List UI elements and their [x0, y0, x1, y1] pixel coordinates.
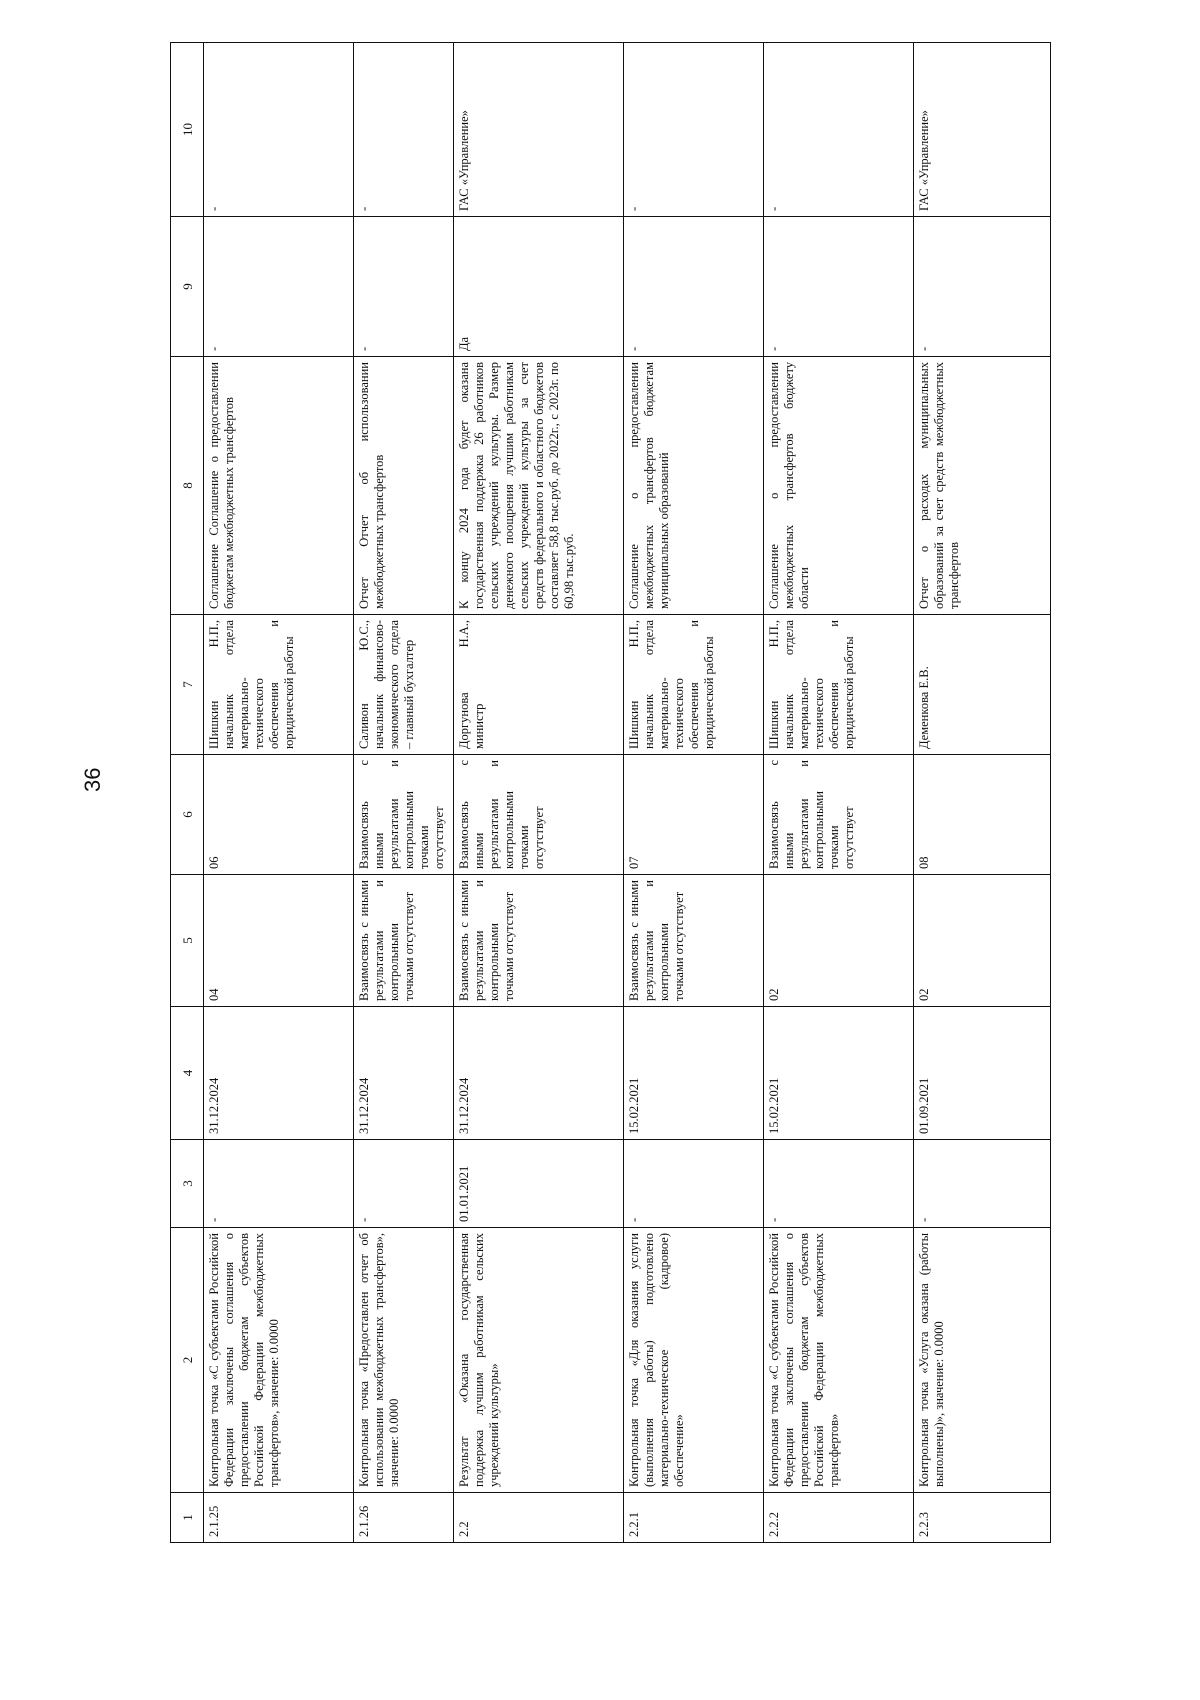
item-description: Результат «Оказана государственная поддержка лучшим работникам сельских учреждений культуры» — [454, 1228, 624, 1493]
start-date: - — [624, 1140, 764, 1228]
approval-flag: - — [204, 217, 354, 357]
predecessor: Взаимосвязь с иными результатами и контрольными точками отсутствует — [354, 875, 454, 1007]
successor: 08 — [914, 755, 1051, 875]
end-date: 15.02.2021 — [764, 1007, 914, 1140]
page-number: 36 — [80, 767, 105, 792]
column-header: 4 — [171, 1007, 204, 1140]
end-date: 15.02.2021 — [624, 1007, 764, 1140]
information-system: ГАС «Управление» — [914, 43, 1051, 217]
column-number-row — [171, 43, 204, 1543]
table-row — [624, 43, 764, 1543]
row-number: 2.1.25 — [204, 1493, 354, 1543]
item-description: Контрольная точка «С субъектами Российской Федерации заключены соглашения о предоставлении бюджетам субъектов Российской Федерации межбюджетных трансфертов», значение: 0.0000 — [204, 1228, 354, 1493]
row-number: 2.2 — [454, 1493, 624, 1543]
column-header: 7 — [171, 615, 204, 755]
approval-flag: - — [764, 217, 914, 357]
successor: 06 — [204, 755, 354, 875]
row-number: 2.2.2 — [764, 1493, 914, 1543]
document-type: Соглашение Соглашение о предоставлении бюджетам межбюджетных трансфертов — [204, 357, 354, 615]
responsible-person: Доргунова Н.А., министр — [454, 615, 624, 755]
responsible-person: Саливон Ю.С., начальник финансово-экономического отдела – главный бухгалтер — [354, 615, 454, 755]
table-row — [204, 43, 354, 1543]
table-row — [454, 43, 624, 1543]
responsible-person: Шишкин Н.П., начальник отдела материально-технического обеспечения и юридической работы — [764, 615, 914, 755]
start-date: - — [354, 1140, 454, 1228]
column-header: 2 — [171, 1228, 204, 1493]
end-date: 31.12.2024 — [454, 1007, 624, 1140]
approval-flag: - — [624, 217, 764, 357]
start-date: 01.01.2021 — [454, 1140, 624, 1228]
information-system: ГАС «Управление» — [454, 43, 624, 217]
row-number: 2.1.26 — [354, 1493, 454, 1543]
column-header: 5 — [171, 875, 204, 1007]
start-date: - — [204, 1140, 354, 1228]
start-date: - — [764, 1140, 914, 1228]
successor: 07 — [624, 755, 764, 875]
rotated-page-content — [170, 43, 1043, 1543]
column-header: 8 — [171, 357, 204, 615]
table-row — [354, 43, 454, 1543]
approval-flag: - — [354, 217, 454, 357]
item-description: Контрольная точка «С субъектами Российской Федерации заключены соглашения о предоставлении бюджетам субъектов Российской Федерации межбюджетных трансфертов» — [764, 1228, 914, 1493]
table-row — [764, 43, 914, 1543]
predecessor: 04 — [204, 875, 354, 1007]
successor: Взаимосвязь с иными результатами и контрольными точками отсутствует — [354, 755, 454, 875]
column-header: 6 — [171, 755, 204, 875]
end-date: 31.12.2024 — [354, 1007, 454, 1140]
document-type: Соглашение о предоставлении межбюджетных трансфертов бюджетам муниципальных образований — [624, 357, 764, 615]
column-header: 1 — [171, 1493, 204, 1543]
item-description: Контрольная точка «Услуга оказана (работы выполнены)», значение: 0.0000 — [914, 1228, 1051, 1493]
row-number: 2.2.3 — [914, 1493, 1051, 1543]
responsible-person: Шишкин Н.П., начальник отдела материально-технического обеспечения и юридической работы — [624, 615, 764, 755]
column-header: 9 — [171, 217, 204, 357]
information-system: - — [204, 43, 354, 217]
item-description: Контрольная точка «Для оказания услуги (выполнения работы) подготовлено материально-техническое (кадровое) обеспечение» — [624, 1228, 764, 1493]
approval-flag: Да — [454, 217, 624, 357]
column-header: 3 — [171, 1140, 204, 1228]
document-type: Отчет о расходах муниципальных образований за счет средств межбюджетных трансфертов — [914, 357, 1051, 615]
row-number: 2.2.1 — [624, 1493, 764, 1543]
successor: Взаимосвязь с иными результатами и контрольными точками отсутствует — [454, 755, 624, 875]
document-table — [170, 42, 1051, 1543]
end-date: 01.09.2021 — [914, 1007, 1051, 1140]
successor: Взаимосвязь с иными результатами и контрольными точками отсутствует — [764, 755, 914, 875]
information-system: - — [354, 43, 454, 217]
predecessor: 02 — [764, 875, 914, 1007]
column-header: 10 — [171, 43, 204, 217]
predecessor: Взаимосвязь с иными результатами и контрольными точками отсутствует — [624, 875, 764, 1007]
document-type: Соглашение о предоставлении межбюджетных трансфертов бюджету области — [764, 357, 914, 615]
document-type: К концу 2024 года будет оказана государственная поддержка 26 работников сельских учреждений культуры. Размер денежного поощрения лучшим работникам сельских учреждений культуры за счет средств федерального и областного бюджетов составляет 58,8 тыс.руб. до 2022г., с 2023г. по 60,98 тыс.руб. — [454, 357, 624, 615]
information-system: - — [624, 43, 764, 217]
approval-flag: - — [914, 217, 1051, 357]
start-date: - — [914, 1140, 1051, 1228]
document-type: Отчет Отчет об использовании межбюджетных трансфертов — [354, 357, 454, 615]
responsible-person: Шишкин Н.П., начальник отдела материально-технического обеспечения и юридической работы — [204, 615, 354, 755]
predecessor: Взаимосвязь с иными результатами и контрольными точками отсутствует — [454, 875, 624, 1007]
responsible-person: Деменкова Е.В. — [914, 615, 1051, 755]
end-date: 31.12.2024 — [204, 1007, 354, 1140]
table-row — [914, 43, 1051, 1543]
predecessor: 02 — [914, 875, 1051, 1007]
item-description: Контрольная точка «Предоставлен отчет об использовании межбюджетных трансфертов», значение: 0.0000 — [354, 1228, 454, 1493]
information-system: - — [764, 43, 914, 217]
